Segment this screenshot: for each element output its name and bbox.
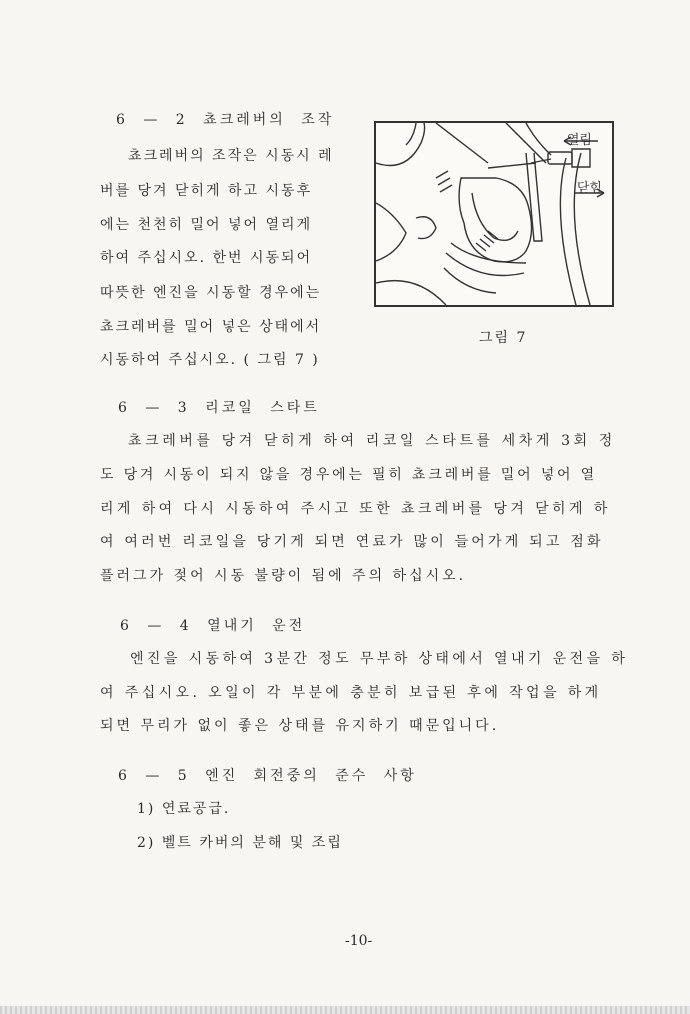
page-number: -10-	[345, 933, 373, 949]
scan-edge-strip	[0, 1006, 690, 1014]
section-6-3-line: 플러그가 젖어 시동 불량이 됨에 주의 하십시오.	[100, 568, 467, 584]
choke-lever-illustration	[376, 123, 612, 305]
section-6-3-line: 쵸크레버를 당겨 닫히게 하여 리코일 스타트를 세차게 3회 정	[128, 433, 616, 449]
section-6-4-line: 되면 무리가 없이 좋은 상태를 유지하기 때문입니다.	[100, 718, 500, 734]
section-6-5-heading: 6 — 5 엔진 회전중의 준수 사항	[118, 768, 417, 784]
section-6-2-line: 쵸크레버의 조작은 시동시 레	[128, 148, 334, 164]
section-6-2-line: 시동하여 주십시오. ( 그림 7 )	[100, 352, 320, 368]
section-6-3-line: 리게 하여 다시 시동하여 주시고 또한 쵸크레버를 당겨 닫히게 하	[100, 501, 611, 517]
figure-7-choke-lever	[374, 121, 614, 307]
close-label: 닫힘	[576, 181, 602, 196]
section-6-3-heading: 6 — 3 리코일 스타트	[118, 400, 320, 416]
section-6-5-item: 1) 연료공급.	[137, 801, 231, 817]
section-6-2-line: 쵸크레버를 밀어 넣은 상태에서	[100, 319, 322, 335]
section-6-3-line: 도 당겨 시동이 되지 않을 경우에는 필히 쵸크레버를 밀어 넣어 열	[100, 467, 597, 483]
section-6-3-line: 여 여러번 리코일을 당기게 되면 연료가 많이 들어가게 되고 점화	[100, 534, 604, 550]
section-6-2-line: 에는 천천히 밀어 넣어 열리게	[100, 217, 313, 233]
section-6-2-heading: 6 — 2 쵸크레버의 조작	[116, 112, 335, 128]
section-6-2-line: 버를 당겨 닫히게 하고 시동후	[100, 183, 313, 199]
section-6-4-line: 엔진을 시동하여 3분간 정도 무부하 상태에서 열내기 운전을 하	[130, 651, 629, 667]
section-6-2-line: 하여 주십시오. 한번 시동되어	[100, 250, 313, 266]
section-6-4-line: 여 주십시오. 오일이 각 부분에 충분히 보급된 후에 작업을 하게	[100, 685, 602, 701]
open-label: 열림	[566, 133, 592, 148]
section-6-5-item: 2) 벨트 카버의 분해 및 조립	[137, 835, 343, 851]
section-6-2-line: 따뜻한 엔진을 시동할 경우에는	[100, 285, 322, 301]
figure-7-caption: 그림 7	[479, 330, 528, 346]
section-6-4-heading: 6 — 4 열내기 운전	[120, 618, 306, 634]
